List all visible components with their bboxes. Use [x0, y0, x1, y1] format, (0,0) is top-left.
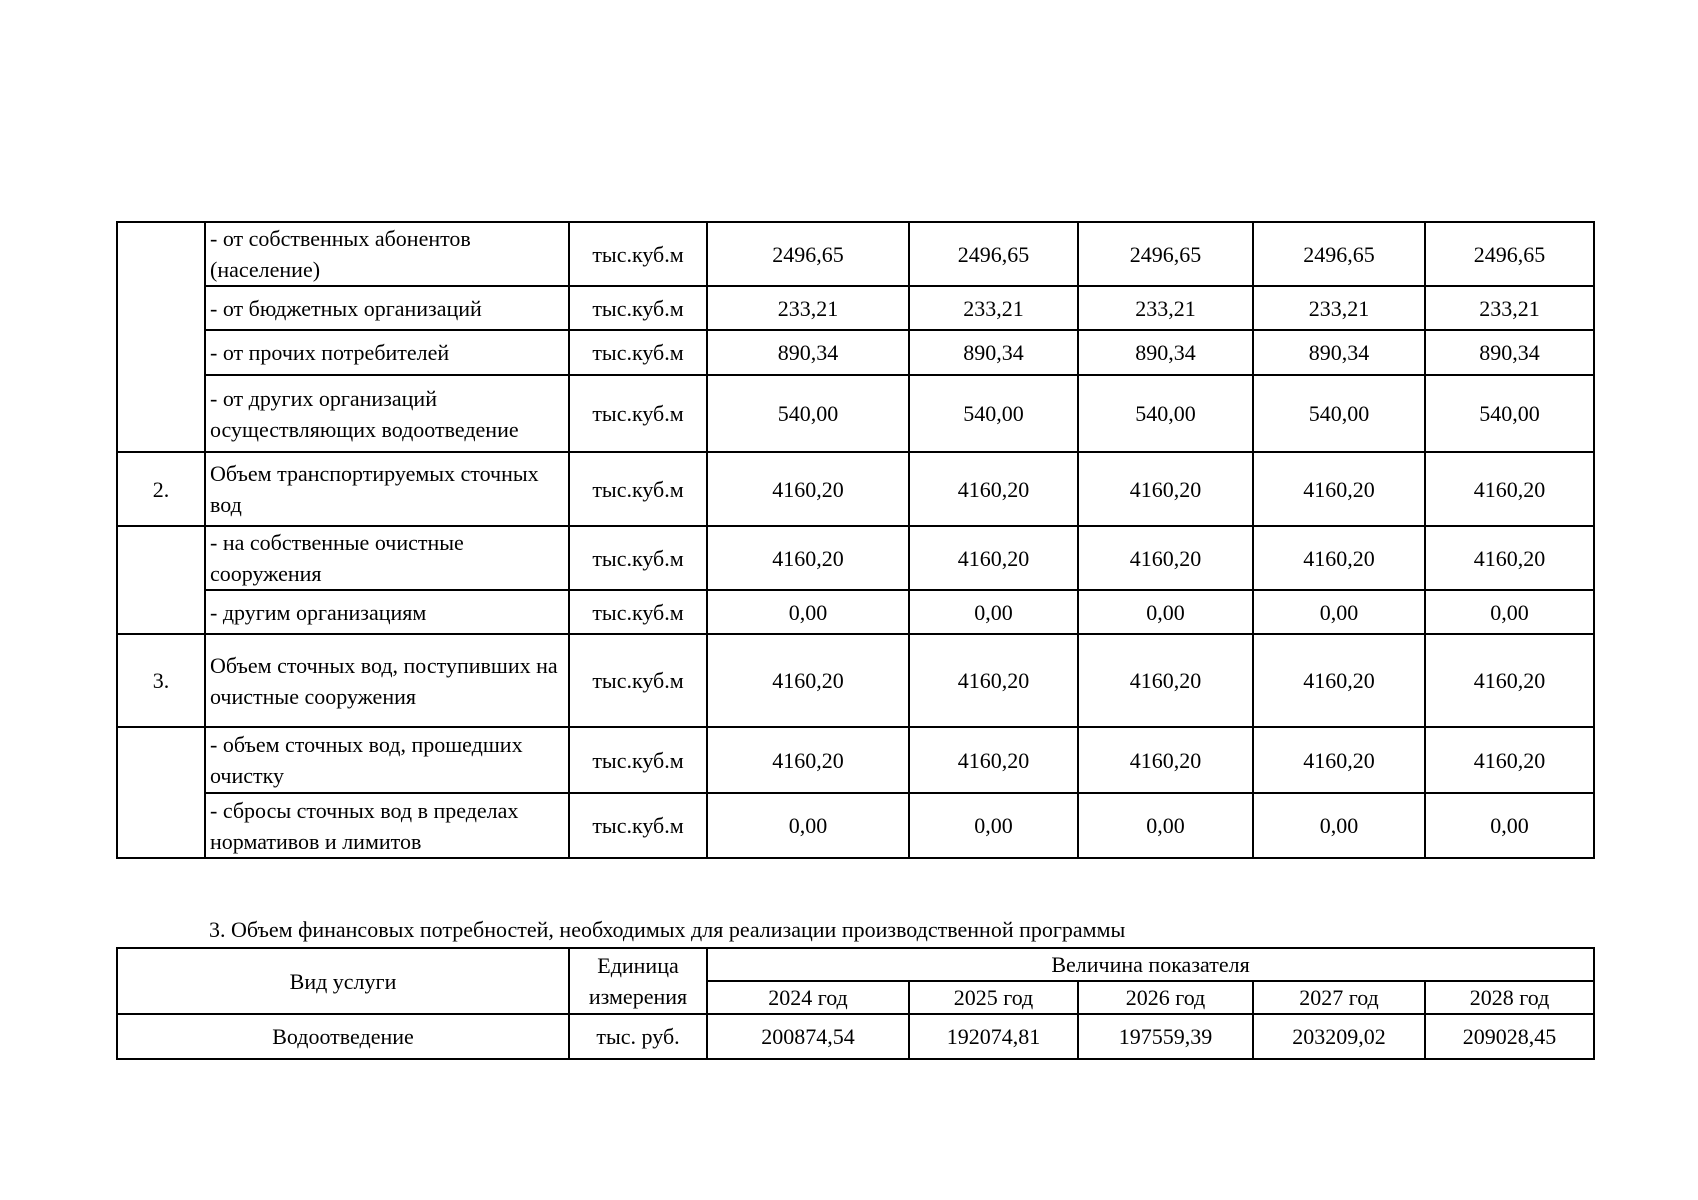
value-cell: 4160,20	[909, 634, 1078, 727]
value-cell: 0,00	[909, 590, 1078, 634]
value-cell: 233,21	[1078, 286, 1253, 330]
indicator-name: - на собственные очистные сооружения	[205, 526, 569, 590]
value-cell: 0,00	[1425, 590, 1594, 634]
table-row	[117, 793, 1594, 858]
value-cell: 890,34	[707, 330, 909, 375]
financial-needs-table	[116, 947, 1595, 1060]
value-cell: 2496,65	[909, 222, 1078, 286]
table-row	[117, 452, 1594, 526]
value-cell: 209028,45	[1425, 1014, 1594, 1059]
value-cell: 4160,20	[707, 452, 909, 526]
value-cell: 200874,54	[707, 1014, 909, 1059]
unit-cell: тыс.куб.м	[569, 222, 707, 286]
value-cell: 890,34	[1253, 330, 1425, 375]
indicator-name: - от собственных абонентов (население)	[205, 222, 569, 286]
value-cell: 4160,20	[909, 727, 1078, 793]
value-cell: 4160,20	[1078, 526, 1253, 590]
unit-cell: тыс.куб.м	[569, 330, 707, 375]
unit-cell: тыс. руб.	[569, 1014, 707, 1059]
table-row	[117, 1014, 1594, 1059]
value-cell: 890,34	[1425, 330, 1594, 375]
table-row	[117, 590, 1594, 634]
table-row	[117, 330, 1594, 375]
value-cell: 0,00	[1253, 793, 1425, 858]
value-cell: 4160,20	[909, 526, 1078, 590]
value-cell: 4160,20	[1078, 452, 1253, 526]
value-cell: 4160,20	[707, 727, 909, 793]
year-header: 2025 год	[909, 981, 1078, 1014]
value-cell: 4160,20	[1253, 452, 1425, 526]
year-header: 2027 год	[1253, 981, 1425, 1014]
header-unit: Единица измерения	[569, 948, 707, 1014]
value-cell: 890,34	[1078, 330, 1253, 375]
unit-cell: тыс.куб.м	[569, 286, 707, 330]
value-cell: 192074,81	[909, 1014, 1078, 1059]
value-cell: 4160,20	[1253, 526, 1425, 590]
value-cell: 4160,20	[1425, 727, 1594, 793]
indicator-name: - объем сточных вод, прошедших очистку	[205, 727, 569, 793]
year-header: 2024 год	[707, 981, 909, 1014]
row-number-cell	[117, 222, 205, 452]
value-cell: 233,21	[1425, 286, 1594, 330]
unit-cell: тыс.куб.м	[569, 793, 707, 858]
value-cell: 890,34	[909, 330, 1078, 375]
value-cell: 4160,20	[1253, 634, 1425, 727]
indicator-name: - от других организаций осуществляющих водоотведение	[205, 375, 569, 452]
value-cell: 4160,20	[707, 526, 909, 590]
row-number-cell	[117, 727, 205, 858]
value-cell: 540,00	[1078, 375, 1253, 452]
value-cell: 233,21	[909, 286, 1078, 330]
value-cell: 197559,39	[1078, 1014, 1253, 1059]
unit-cell: тыс.куб.м	[569, 452, 707, 526]
row-number-cell	[117, 526, 205, 634]
table-row	[117, 727, 1594, 793]
indicator-name: Объем сточных вод, поступивших на очистные сооружения	[205, 634, 569, 727]
header-service: Вид услуги	[117, 948, 569, 1014]
indicator-name: - от прочих потребителей	[205, 330, 569, 375]
value-cell: 540,00	[1253, 375, 1425, 452]
value-cell: 233,21	[707, 286, 909, 330]
value-cell: 4160,20	[707, 634, 909, 727]
value-cell: 540,00	[909, 375, 1078, 452]
value-cell: 2496,65	[1425, 222, 1594, 286]
value-cell: 233,21	[1253, 286, 1425, 330]
value-cell: 4160,20	[909, 452, 1078, 526]
section-caption: 3. Объем финансовых потребностей, необходимых для реализации производственной программы	[209, 917, 1126, 942]
year-header: 2028 год	[1425, 981, 1594, 1014]
table-row	[117, 375, 1594, 452]
header-value: Величина показателя	[707, 948, 1594, 981]
header-row	[117, 948, 1594, 981]
value-cell: 4160,20	[1253, 727, 1425, 793]
indicator-name: - другим организациям	[205, 590, 569, 634]
value-cell: 4160,20	[1425, 526, 1594, 590]
table-row	[117, 526, 1594, 590]
unit-cell: тыс.куб.м	[569, 727, 707, 793]
value-cell: 4160,20	[1425, 452, 1594, 526]
service-name: Водоотведение	[117, 1014, 569, 1059]
value-cell: 540,00	[707, 375, 909, 452]
value-cell: 0,00	[707, 590, 909, 634]
indicator-name: - от бюджетных организаций	[205, 286, 569, 330]
value-cell: 4160,20	[1425, 634, 1594, 727]
row-number-cell: 3.	[117, 634, 205, 727]
indicator-name: - сбросы сточных вод в пределах нормативов и лимитов	[205, 793, 569, 858]
production-indicators-table	[116, 221, 1595, 859]
table-row	[117, 634, 1594, 727]
value-cell: 2496,65	[1078, 222, 1253, 286]
value-cell: 4160,20	[1078, 727, 1253, 793]
unit-cell: тыс.куб.м	[569, 634, 707, 727]
value-cell: 540,00	[1425, 375, 1594, 452]
value-cell: 0,00	[1078, 590, 1253, 634]
value-cell: 203209,02	[1253, 1014, 1425, 1059]
value-cell: 0,00	[1078, 793, 1253, 858]
unit-cell: тыс.куб.м	[569, 590, 707, 634]
value-cell: 2496,65	[707, 222, 909, 286]
value-cell: 2496,65	[1253, 222, 1425, 286]
value-cell: 0,00	[1425, 793, 1594, 858]
unit-cell: тыс.куб.м	[569, 526, 707, 590]
table-row	[117, 286, 1594, 330]
value-cell: 0,00	[1253, 590, 1425, 634]
value-cell: 0,00	[909, 793, 1078, 858]
row-number-cell: 2.	[117, 452, 205, 526]
unit-cell: тыс.куб.м	[569, 375, 707, 452]
table-row	[117, 222, 1594, 286]
year-header: 2026 год	[1078, 981, 1253, 1014]
indicator-name: Объем транспортируемых сточных вод	[205, 452, 569, 526]
value-cell: 4160,20	[1078, 634, 1253, 727]
value-cell: 0,00	[707, 793, 909, 858]
